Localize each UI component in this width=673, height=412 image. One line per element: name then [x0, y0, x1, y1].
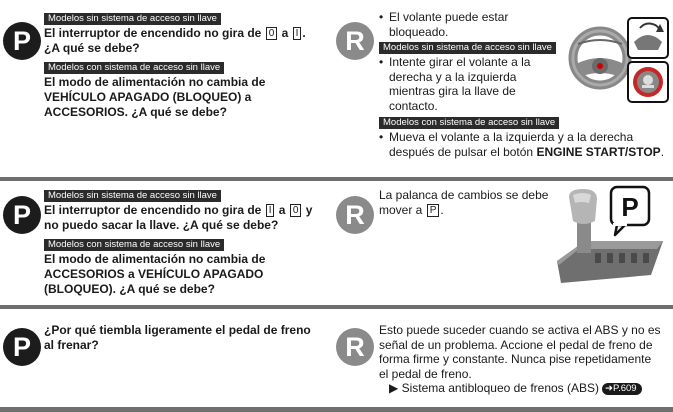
answer-line: señal de un problema. Accione el pedal de freno de — [379, 337, 653, 352]
model-tag: Modelos sin sistema de acceso sin llave — [44, 13, 221, 25]
model-tag: Modelos con sistema de acceso sin llave — [44, 62, 224, 74]
answer-bullet: • Mueva el volante a la izquierda y a la derecha después de pulsar el botón ENGINE START/STOP. — [379, 130, 669, 159]
question-line: VEHÍCULO APAGADO (BLOQUEO) a — [44, 90, 252, 104]
question-text: a — [275, 203, 289, 217]
answer-line: forma firme y constante. Nunca pise repetidamente — [379, 352, 652, 366]
answer-bullet: • El volante puede estar bloqueado. — [379, 10, 669, 39]
ignition-position-0-key: 0 — [290, 204, 302, 217]
ignition-position-0-key: 0 — [266, 27, 278, 40]
question-text: y — [302, 203, 313, 217]
question-line: El modo de alimentación no cambia de — [44, 252, 266, 266]
question-block-3 — [44, 323, 329, 353]
answer-line: el pedal de freno. — [379, 366, 472, 381]
model-tag: Modelos con sistema de acceso sin llave — [379, 117, 559, 129]
question-block-1 — [44, 10, 329, 123]
question-line: (BLOQUEO). ¿A qué se debe? — [44, 282, 215, 296]
remedy-badge: R — [336, 196, 374, 234]
question-line: ACCESORIOS. ¿A qué se debe? — [44, 105, 227, 119]
ignition-position-1-key: I — [266, 204, 275, 217]
question-text: . — [302, 26, 306, 40]
answer-line: . — [440, 202, 444, 217]
problem-badge: P — [3, 328, 41, 366]
question-line: ¿Por qué tiembla ligeramente el pedal de freno — [44, 323, 311, 337]
question-line: El modo de alimentación no cambia de — [44, 75, 266, 89]
answer-line: Esto puede suceder cuando se activa el ABS y no es — [379, 323, 661, 337]
problem-badge: P — [3, 196, 41, 234]
answer-list — [379, 130, 669, 159]
model-tag: Modelos con sistema de acceso sin llave — [44, 239, 224, 251]
remedy-badge: R — [336, 22, 374, 60]
answer-line: La palanca de cambios se debe — [379, 188, 549, 202]
question-line: al frenar? — [44, 338, 99, 352]
model-tag: Modelos sin sistema de acceso sin llave — [379, 42, 556, 54]
gear-shifter-illustration — [555, 183, 667, 287]
question-line: ACCESORIOS a VEHÍCULO APAGADO — [44, 267, 264, 281]
park-key: P — [427, 204, 440, 217]
question-text: no puedo sacar la llave. ¿A qué se debe? — [44, 218, 279, 232]
question-text: El interruptor de encendido no gira de — [44, 26, 265, 40]
model-tag: Modelos sin sistema de acceso sin llave — [44, 190, 221, 202]
ignition-position-1-key: I — [293, 27, 302, 40]
problem-badge: P — [3, 22, 41, 60]
answer-line: mover a — [379, 202, 426, 217]
steering-wheel-illustration — [568, 14, 672, 106]
question-text: ¿A qué se debe? — [44, 41, 140, 55]
remedy-badge: R — [336, 328, 374, 366]
page-reference-arrow[interactable]: ➜P.609 — [602, 383, 642, 395]
section-divider — [0, 305, 673, 309]
gear-p-label: P — [621, 192, 639, 222]
question-block-2 — [44, 187, 329, 300]
question-text: a — [278, 26, 292, 40]
answer-bullet: • Intente girar el volante a la derecha y a la izquierda mientras gira la llave de contacto. — [379, 55, 669, 113]
section-divider — [0, 177, 673, 181]
question-text: El interruptor de encendido no gira de — [44, 203, 265, 217]
section-divider — [0, 407, 673, 412]
answer-block-2 — [379, 188, 559, 217]
answer-block-3 — [379, 323, 671, 396]
abs-reference-link[interactable]: ▶ Sistema antibloqueo de frenos (ABS) ➜P.609 — [379, 381, 642, 395]
